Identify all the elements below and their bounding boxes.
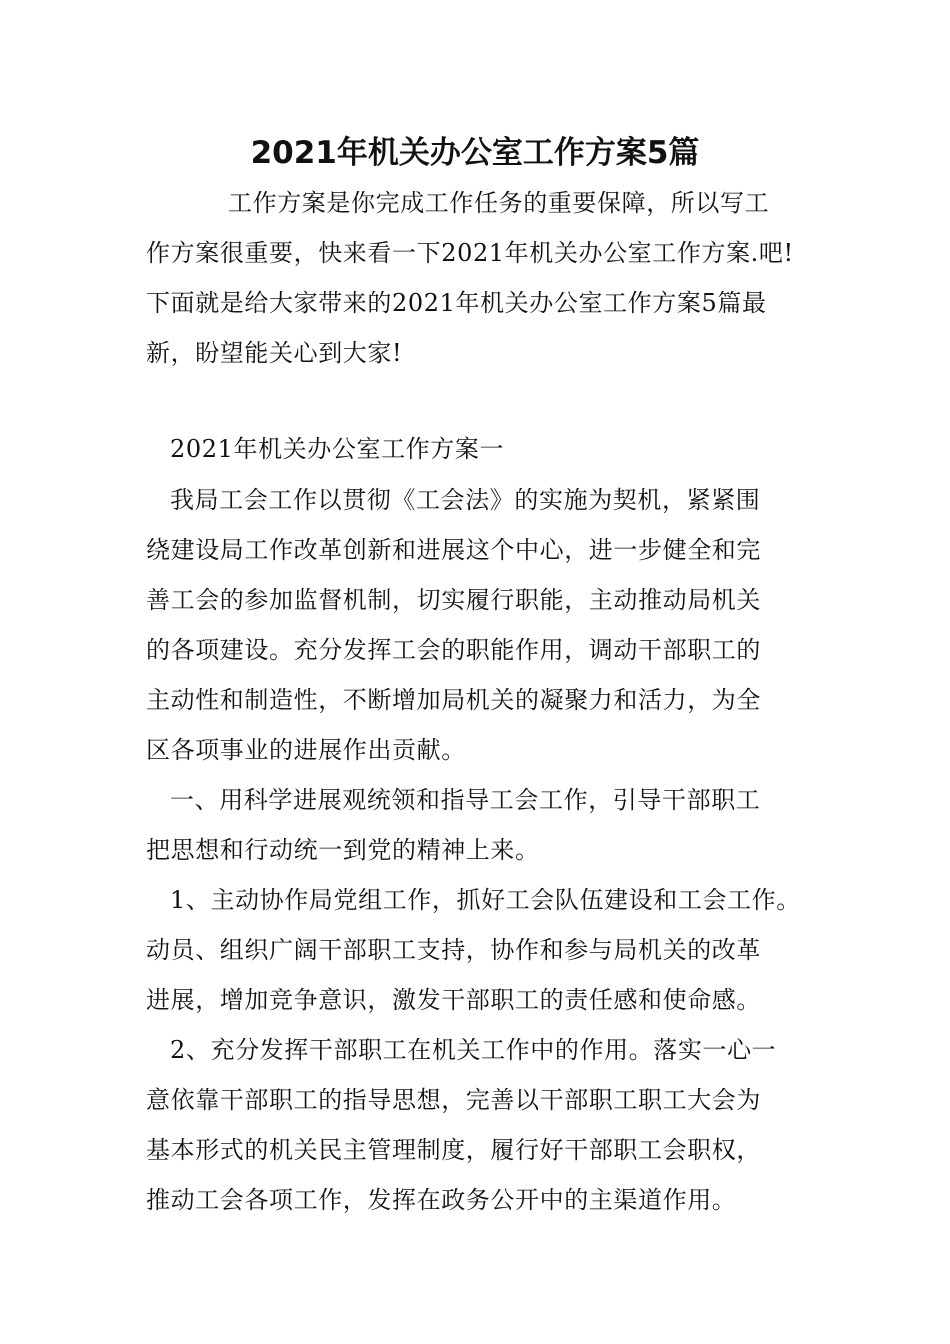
intro-line: 新，盼望能关心到大家! (146, 339, 403, 367)
paragraph-line: 善工会的参加监督机制，切实履行职能，主动推动局机关 (146, 586, 761, 614)
paragraph-line: 我局工会工作以贯彻《工会法》的实施为契机，紧紧围 (170, 486, 761, 514)
paragraph-line: 意依靠干部职工的指导思想，完善以干部职工职工大会为 (146, 1086, 761, 1114)
paragraph-line: 动员、组织广阔干部职工支持，协作和参与局机关的改革 (146, 936, 761, 964)
paragraph-line: 的各项建设。充分发挥工会的职能作用，调动干部职工的 (146, 636, 761, 664)
paragraph-line: 推动工会各项工作，发挥在政务公开中的主渠道作用。 (146, 1186, 737, 1214)
paragraph-line: 主动性和制造性，不断增加局机关的凝聚力和活力，为全 (146, 686, 761, 714)
intro-line: 作方案很重要，快来看一下2021年机关办公室工作方案.吧! (146, 239, 794, 267)
intro-line: 工作方案是你完成工作任务的重要保障，所以写工 (228, 189, 770, 217)
paragraph-line: 1、主动协作局党组工作，抓好工会队伍建设和工会工作。 (170, 886, 801, 914)
paragraph-line: 一、用科学进展观统领和指导工会工作，引导干部职工 (170, 786, 761, 814)
document-title: 2021年机关办公室工作方案5篇 (250, 135, 700, 171)
paragraph-line: 2、充分发挥干部职工在机关工作中的作用。落实一心一 (170, 1036, 777, 1064)
paragraph-line: 基本形式的机关民主管理制度，履行好干部职工会职权， (146, 1136, 761, 1164)
paragraph-line: 区各项事业的进展作出贡献。 (146, 736, 466, 764)
intro-line: 下面就是给大家带来的2021年机关办公室工作方案5篇最 (146, 289, 767, 317)
paragraph-line: 绕建设局工作改革创新和进展这个中心，进一步健全和完 (146, 536, 761, 564)
paragraph-line: 进展，增加竞争意识，激发干部职工的责任感和使命感。 (146, 986, 761, 1014)
paragraph-line: 把思想和行动统一到党的精神上来。 (146, 836, 540, 864)
section-heading: 2021年机关办公室工作方案一 (170, 435, 505, 463)
